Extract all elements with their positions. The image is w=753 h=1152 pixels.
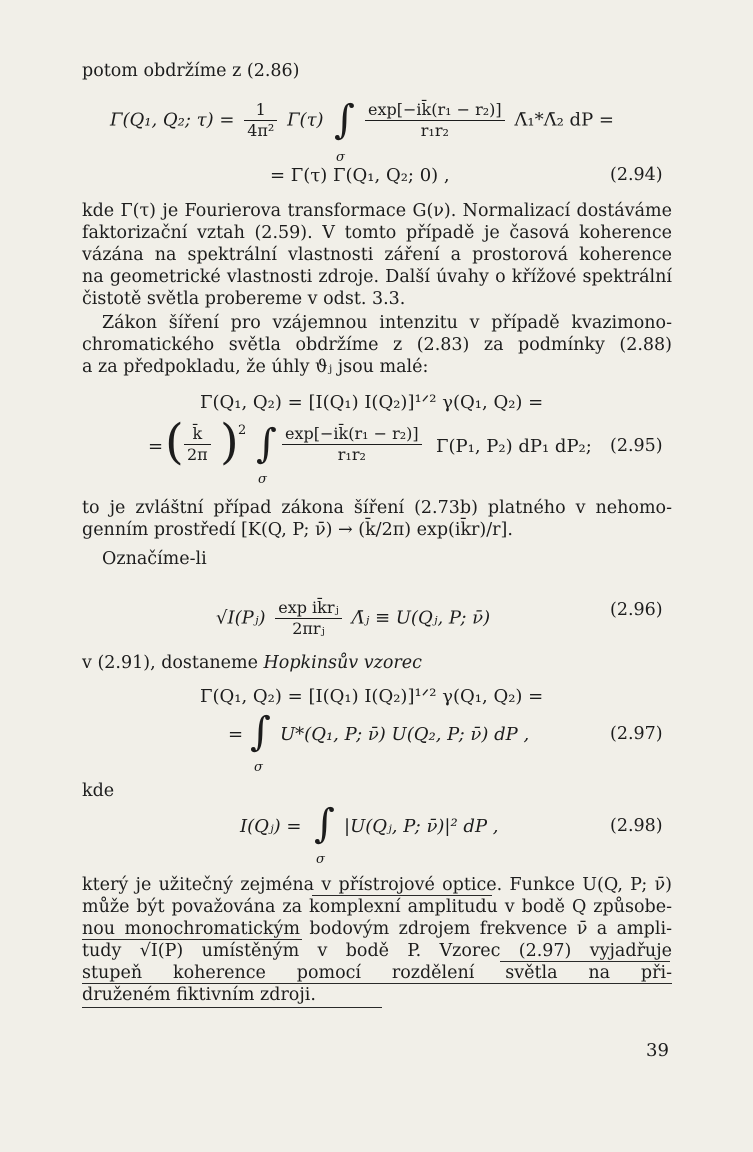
eq298-rhs: |U(Qⱼ, P; ν̄)|² dP , — [344, 816, 499, 837]
eq297-sigma: σ — [254, 760, 263, 775]
para4-line: tudy √I(P) umístěným v bodě P. Vzorec (2.97) vyjadřuje — [82, 941, 672, 961]
integral-sign: ∫ — [334, 97, 355, 143]
para2-line: a za předpokladu, že úhly ϑⱼ jsou malé: — [82, 357, 429, 377]
eq294-frac-den: 4π² — [247, 121, 275, 140]
eq296-after: Λ̄ⱼ ≡ U(Qⱼ, P; ν̄) — [351, 607, 491, 629]
eq294-integrand — [365, 100, 505, 141]
para4-line: stupeň koherence pomocí rozdělení světla na při- — [82, 963, 672, 983]
pencil-underline — [82, 983, 672, 984]
eq295-power: 2 — [238, 423, 247, 438]
paragraph-2 — [82, 312, 672, 378]
para4-line: může být považována za komplexní amplitudu v bodě Q způsobe- — [82, 897, 672, 917]
eq294-integrand-den: r₁r₂ — [420, 121, 449, 140]
para1-line: vázána na spektrální vlastnosti záření a prostorová koherence — [82, 245, 672, 265]
eq295-equals: = — [148, 436, 164, 457]
para3-line: genním prostředí [K(Q, P; ν̄) → (k̄/2π) exp(ik̄r)/r]. — [82, 520, 513, 540]
integral-sign: ∫ — [250, 709, 271, 755]
kde-line: kde — [82, 781, 115, 801]
equation-number-2-97: (2.97) — [610, 724, 663, 744]
equation-number-2-95: (2.95) — [610, 436, 663, 456]
eq295-integrand — [282, 424, 422, 465]
hopkins-prefix: v (2.91), dostaneme — [82, 653, 258, 673]
para2-line: chromatického světla obdržíme z (2.83) za podmínky (2.88) — [82, 335, 672, 355]
pencil-underline — [312, 895, 492, 896]
eq297-equals: = — [228, 724, 244, 745]
intro-line: potom obdržíme z (2.86) — [82, 61, 300, 81]
equation-2-94-line2: = Γ(τ) Γ(Q₁, Q₂; 0) , — [270, 165, 450, 186]
para1-line: kde Γ(τ) je Fourierova transformace G(ν). Normalizací dostáváme — [82, 201, 672, 221]
eq295-after: Γ(P₁, P₂) dP₁ dP₂; — [436, 436, 592, 457]
equation-number-2-94: (2.94) — [610, 165, 663, 185]
page-number: 39 — [646, 1040, 669, 1061]
para3-line: to je zvláštní případ zákona šíření (2.73b) platného v nehomo- — [82, 498, 672, 518]
eq294-fraction — [244, 100, 277, 141]
eq294-integrand-num: exp[−ik̄(r₁ − r₂)] — [365, 100, 505, 121]
oznacime-line: Označíme-li — [102, 549, 207, 569]
paragraph-3 — [82, 497, 672, 541]
eq295-frac-den: 2π — [187, 445, 208, 464]
eq295-left-paren: ( — [165, 414, 184, 470]
para4-line: druženém fiktivním zdroji. — [82, 985, 316, 1005]
para1-line: faktorizační vztah (2.59). V tomto případě je časová koherence — [82, 223, 672, 243]
eq295-integrand-den: r₁r₂ — [337, 445, 366, 464]
eq295-integrand-num: exp[−ik̄(r₁ − r₂)] — [282, 424, 422, 445]
eq295-fraction — [184, 424, 211, 465]
pencil-underline — [82, 939, 302, 940]
eq294-sigma: σ — [336, 150, 345, 165]
equation-number-2-98: (2.98) — [610, 816, 663, 836]
eq295-sigma: σ — [258, 472, 267, 487]
integral-sign: ∫ — [314, 801, 335, 847]
pencil-underline — [82, 1007, 382, 1008]
para4-line: nou monochromatickým bodovým zdrojem frekvence ν̄ a ampli- — [82, 919, 672, 939]
paragraph-1 — [82, 200, 672, 310]
equation-2-96 — [216, 598, 490, 639]
para1-line: na geometrické vlastnosti zdroje. Další úvahy o křížové spektrální — [82, 267, 672, 287]
eq294-gamma-tau: Γ(τ) — [287, 109, 324, 131]
eq295-frac-num: k̄ — [184, 424, 211, 445]
eq296-fraction — [275, 598, 342, 639]
equation-2-95-line1: Γ(Q₁, Q₂) = [I(Q₁) I(Q₂)]¹ᐟ² γ(Q₁, Q₂) = — [200, 392, 544, 413]
hopkins-line — [82, 652, 422, 674]
eq295-right-paren: ) — [220, 414, 239, 470]
eq296-frac-den: 2πrⱼ — [292, 619, 325, 638]
para4-line: který je užitečný zejména v přístrojové optice. Funkce U(Q, P; ν̄) — [82, 875, 672, 895]
equation-number-2-96: (2.96) — [610, 600, 663, 620]
hopkins-name: Hopkinsův vzorec — [263, 653, 422, 673]
paragraph-4 — [82, 874, 672, 1006]
equation-2-94-line1 — [110, 97, 614, 143]
equation-2-97-line1: Γ(Q₁, Q₂) = [I(Q₁) I(Q₂)]¹ᐟ² γ(Q₁, Q₂) = — [200, 686, 544, 707]
eq294-frac-num: 1 — [244, 100, 277, 121]
integral-sign: ∫ — [256, 421, 277, 467]
pencil-underline — [500, 961, 670, 962]
eq294-lhs: Γ(Q₁, Q₂; τ) = — [110, 109, 235, 131]
eq298-lhs: I(Qⱼ) = — [240, 816, 302, 837]
eq298-sigma: σ — [316, 852, 325, 867]
eq296-frac-num: exp ik̄rⱼ — [275, 598, 342, 619]
para1-line: čistotě světla probereme v odst. 3.3. — [82, 289, 406, 309]
eq296-sqrt: √I(Pⱼ) — [216, 607, 266, 629]
para2-line: Zákon šíření pro vzájemnou intenzitu v případě kvazimono- — [102, 313, 672, 333]
eq297-line2: U*(Q₁, P; ν̄) U(Q₂, P; ν̄) dP , — [280, 724, 530, 745]
eq294-after: Λ̄₁*Λ̄₂ dP = — [514, 109, 614, 131]
